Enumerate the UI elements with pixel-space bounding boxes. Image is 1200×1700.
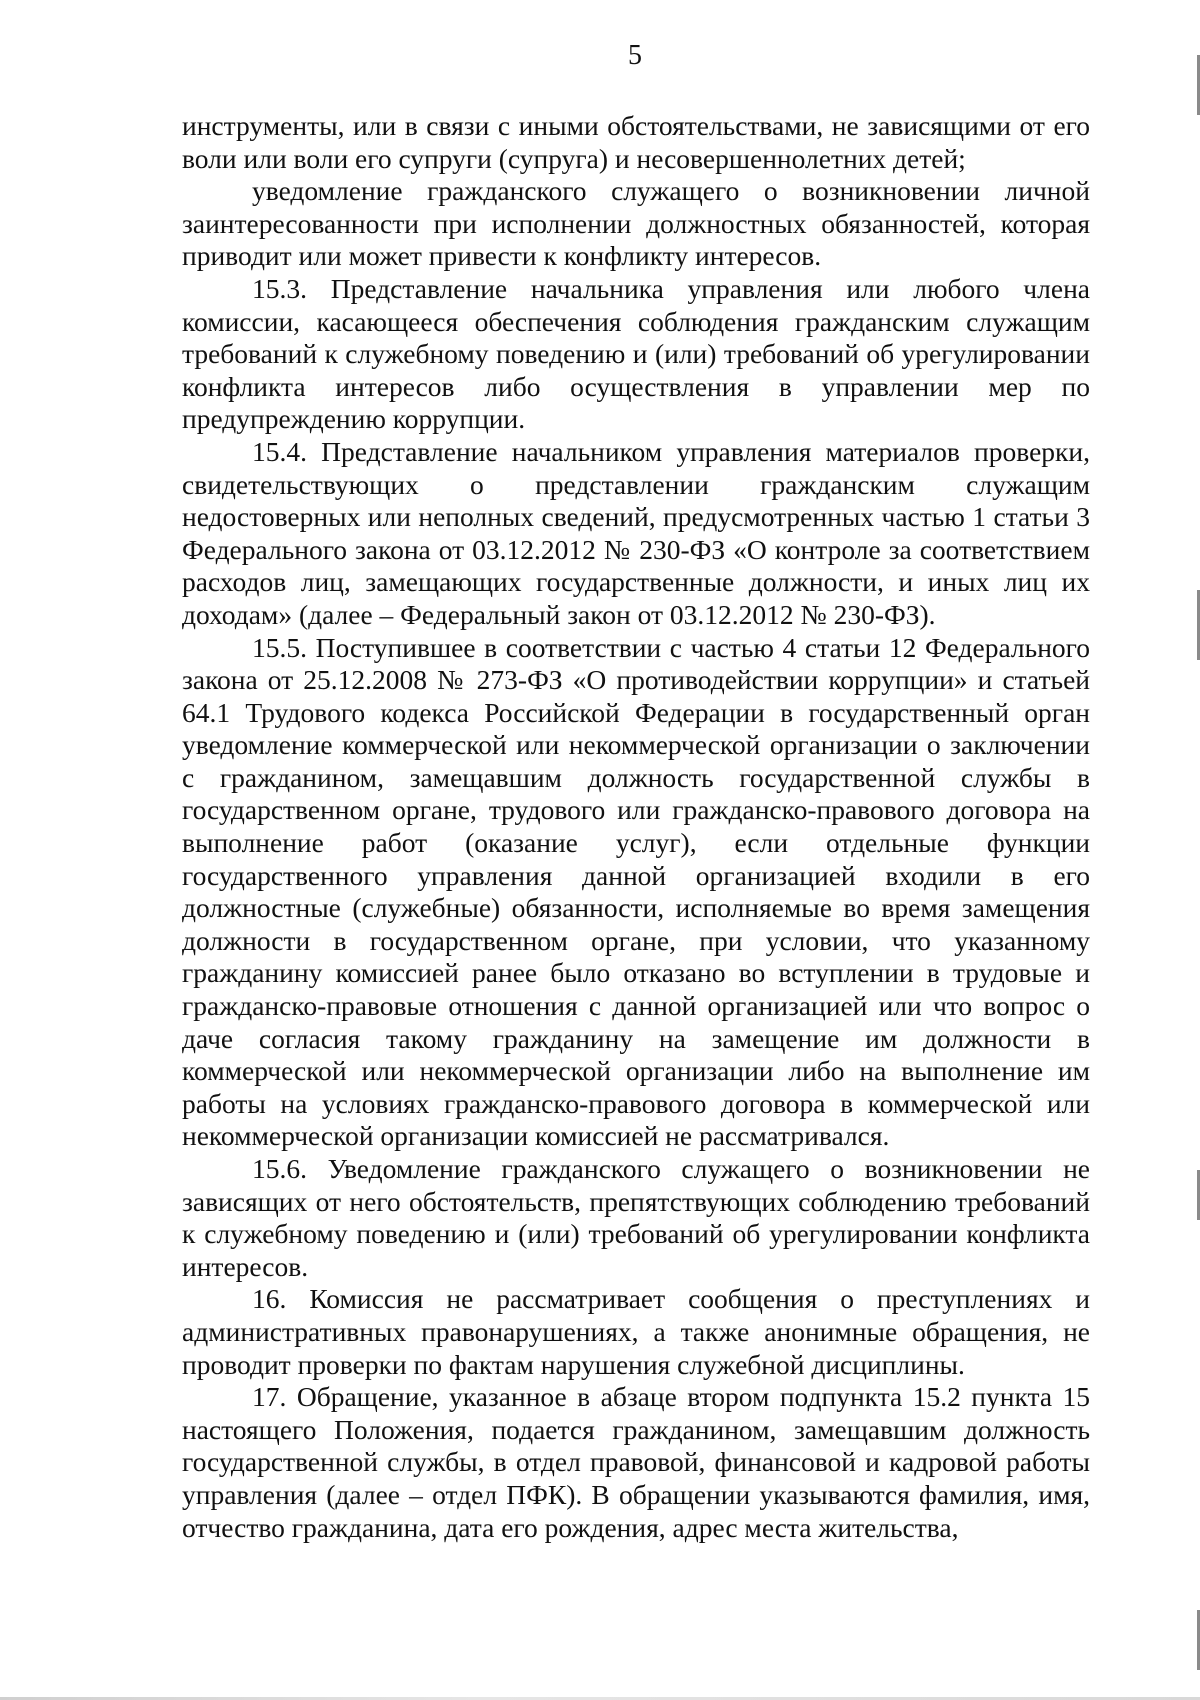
paragraph-notification: уведомление гражданского служащего о возникновении личной заинтересованности при исполнении должностных обязанностей, которая приводит или может привести к конфликту интересов. bbox=[182, 175, 1090, 272]
paragraph-16: 16. Комиссия не рассматривает сообщения о преступлениях и административных правонарушениях, а также анонимные обращения, не проводит проверки по фактам нарушения служебной дисциплины. bbox=[182, 1283, 1090, 1380]
paragraph-15-3: 15.3. Представление начальника управления или любого члена комиссии, касающееся обеспечения соблюдения гражданским служащим требований к служебному поведению и (или) требований об урегулировании конфликта интересов либо осуществления в управлении мер по предупреждению коррупции. bbox=[182, 272, 1090, 435]
paragraph-17: 17. Обращение, указанное в абзаце втором подпункта 15.2 пункта 15 настоящего Положения, подается гражданином, замещавшим должность государственной службы, в отдел правовой, финансовой и кадровой работы управления (далее – отдел ПФК). В обращении указываются фамилия, имя, отчество гражданина, дата его рождения, адрес места жительства, bbox=[182, 1381, 1090, 1543]
page-number: 5 bbox=[628, 40, 642, 71]
paragraph-15-4: 15.4. Представление начальником управления материалов проверки, свидетельствующих о представлении гражданским служащим недостоверных или неполных сведений, предусмотренных частью 1 статьи 3 Федерального закона от 03.12.2012 № 230-ФЗ «О контроле за соответствием расходов лиц, замещающих государственные должности, и иных лиц их доходам» (далее – Федеральный закон от 03.12.2012 № 230-ФЗ). bbox=[182, 435, 1090, 630]
paragraph-continuation: инструменты, или в связи с иными обстоятельствами, не зависящими от его воли или воли его супруги (супруга) и несовершеннолетних детей; bbox=[182, 110, 1090, 174]
paragraph-15-6: 15.6. Уведомление гражданского служащего о возникновении не зависящих от него обстоятельств, препятствующих соблюдению требований к служебному поведению и (или) требований об урегулировании конфликта интересов. bbox=[182, 1153, 1090, 1282]
document-body bbox=[182, 110, 1090, 1544]
paragraph-15-5: 15.5. Поступившее в соответствии с частью 4 статьи 12 Федерального закона от 25.12.2008 № 273-ФЗ «О противодействии коррупции» и статьей 64.1 Трудового кодекса Российской Федерации в государственный орган уведомление коммерческой или некоммерческой организации о заключении с гражданином, замещавшим должность государственной службы в государственном органе, трудового или гражданско-правового договора на выполнение работ (оказание услуг), если отдельные функции государственного управления данной организацией входили в его должностные (служебные) обязанности, исполняемые во время замещения должности в государственном органе, при условии, что указанному гражданину комиссией ранее было отказано во вступлении в трудовые и гражданско-правовые отношения с данной организацией или что вопрос о даче согласия такому гражданину на замещение им должности в коммерческой или некоммерческой организации либо на выполнение им работы на условиях гражданско-правового договора в коммерческой или некоммерческой организации комиссией не рассматривался. bbox=[182, 631, 1090, 1152]
